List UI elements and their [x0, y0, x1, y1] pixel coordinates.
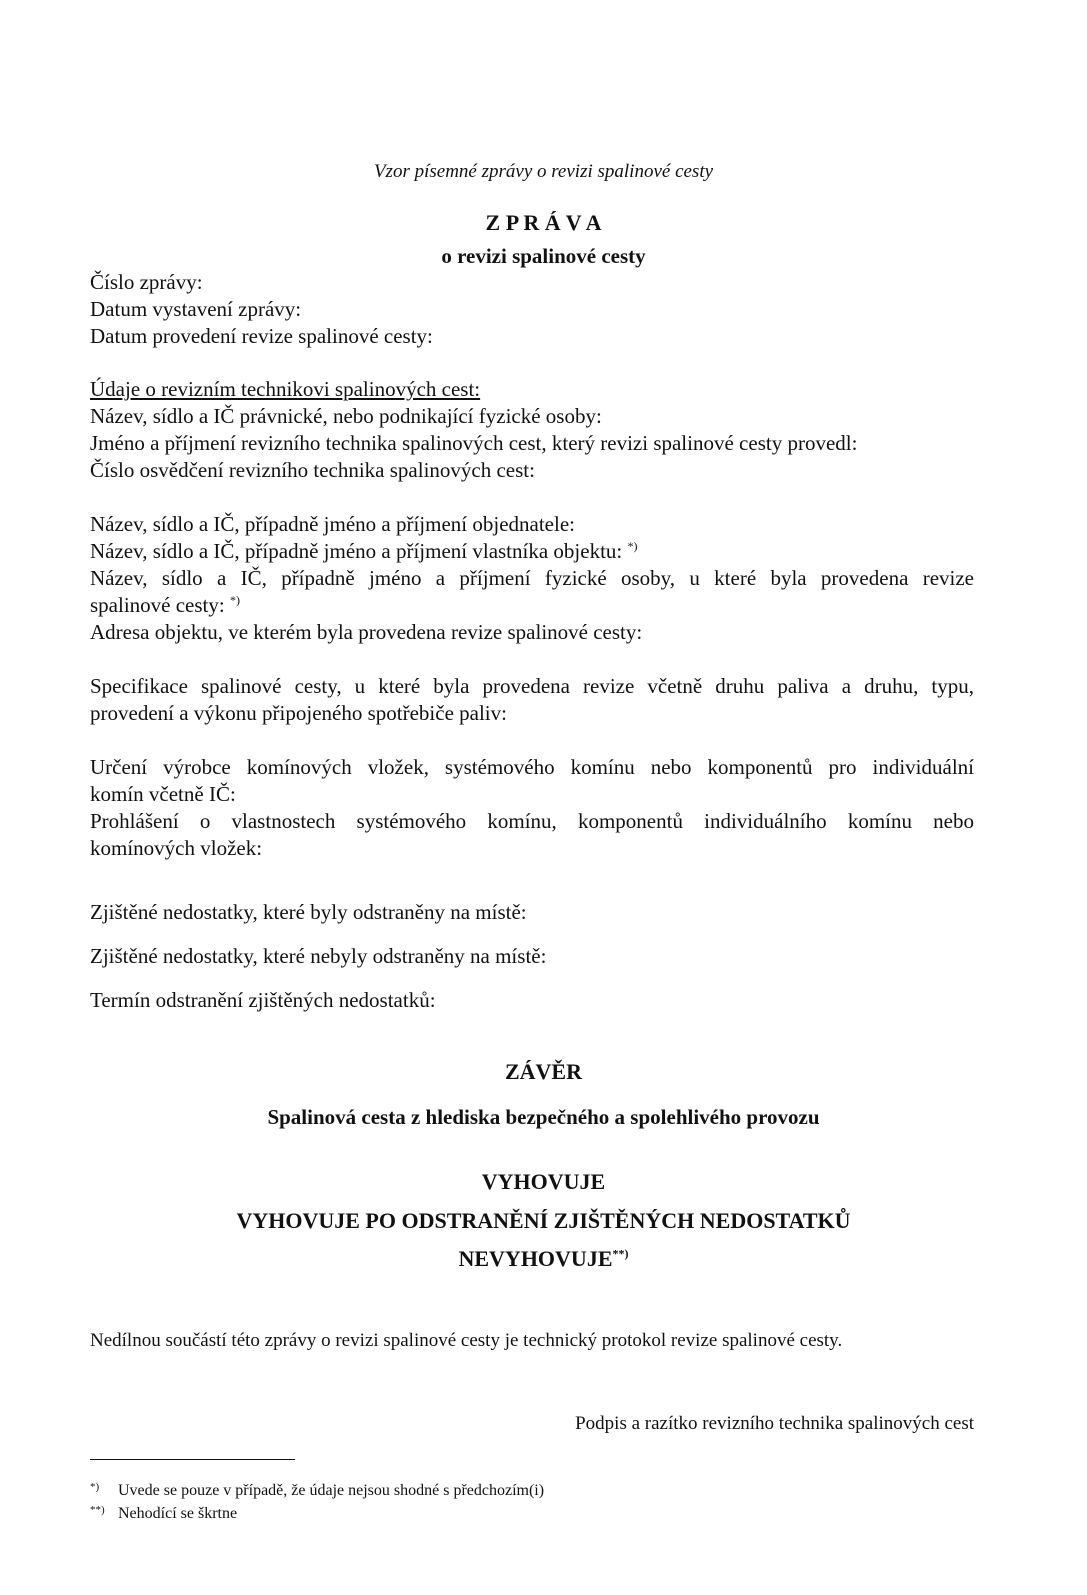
conclusion-subtitle: Spalinová cesta z hlediska bezpečného a spolehlivého provozu: [267, 1105, 820, 1129]
conclusion-option-pass: VYHOVUJE: [481, 1169, 606, 1194]
footnote-divider: [90, 1459, 295, 1460]
field-person-line1: Název, sídlo a IČ, případně jméno a příjmení fyzické osoby, u které byla provedena revize: [90, 566, 974, 590]
footnote-ref: *): [229, 593, 240, 607]
document-title: Z P R Á V A: [485, 210, 602, 235]
field-defects-deadline: Termín odstranění zjištěných nedostatků:: [90, 988, 436, 1012]
field-owner: [90, 539, 638, 563]
field-specification-line2: provedení a výkonu připojeného spotřebiče paliv:: [90, 701, 507, 725]
technician-section-title: Údaje o revizním technikovi spalinových cest:: [90, 377, 481, 401]
signature-label: Podpis a razítko revizního technika spalinových cest: [575, 1413, 974, 1434]
footnote-text: Nehodící se škrtne: [118, 1505, 238, 1522]
field-owner-label: Název, sídlo a IČ, případně jméno a příjmení vlastníka objektu:: [90, 539, 623, 563]
field-declaration-line2: komínových vložek:: [90, 836, 263, 860]
footnote-mark: *): [90, 1481, 100, 1493]
conclusion-title: ZÁVĚR: [504, 1059, 582, 1084]
field-person-line2: [90, 593, 240, 617]
field-defects-not-fixed: Zjištěné nedostatky, které nebyly odstraněny na místě:: [90, 944, 547, 968]
footnote-mark: **): [90, 1504, 105, 1516]
field-manufacturer-line1: Určení výrobce komínových vložek, systémového komínu nebo komponentů pro individuální: [90, 755, 974, 779]
footnote-ref: **): [612, 1246, 629, 1261]
field-manufacturer-line2: komín včetně IČ:: [90, 782, 236, 806]
field-person-label: spalinové cesty:: [90, 593, 225, 617]
field-technician-company: Název, sídlo a IČ právnické, nebo podnikající fyzické osoby:: [90, 404, 602, 428]
field-address: Adresa objektu, ve kterém byla provedena revize spalinové cesty:: [90, 620, 643, 644]
conclusion-option-pass-after-fix: VYHOVUJE PO ODSTRANĚNÍ ZJIŠTĚNÝCH NEDOSTATKŮ: [236, 1208, 851, 1233]
field-specification-line1: Specifikace spalinové cesty, u které byla provedena revize včetně druhu paliva a druhu, typu,: [90, 674, 974, 698]
footnote-text: Uvede se pouze v případě, že údaje nejsou shodné s předchozím(i): [118, 1482, 545, 1499]
field-technician-name: Jméno a příjmení revizního technika spalinových cest, který revizi spalinové cesty provedl:: [90, 431, 858, 455]
field-report-number: Číslo zprávy:: [90, 270, 203, 294]
footnote-1: [90, 1481, 544, 1501]
field-issue-date: Datum vystavení zprávy:: [90, 297, 302, 321]
field-defects-fixed: Zjištěné nedostatky, které byly odstraněny na místě:: [90, 900, 527, 924]
conclusion-option-fail-label: NEVYHOVUJE: [458, 1246, 613, 1271]
field-client: Název, sídlo a IČ, případně jméno a příjmení objednatele:: [90, 512, 575, 536]
field-inspection-date: Datum provedení revize spalinové cesty:: [90, 324, 433, 348]
footnote-2: [90, 1504, 237, 1524]
field-technician-certificate: Číslo osvědčení revizního technika spalinových cest:: [90, 458, 535, 482]
document-subtitle: o revizi spalinové cesty: [441, 244, 646, 268]
footnote-ref: *): [627, 539, 638, 553]
report-note: Nedílnou součástí této zprávy o revizi spalinové cesty je technický protokol revize spalinové cesty.: [90, 1330, 843, 1351]
conclusion-option-fail: [0, 1247, 1087, 1271]
document-pretitle: Vzor písemné zprávy o revizi spalinové cesty: [373, 161, 714, 182]
field-declaration-line1: Prohlášení o vlastnostech systémového komínu, komponentů individuálního komínu nebo: [90, 809, 974, 833]
